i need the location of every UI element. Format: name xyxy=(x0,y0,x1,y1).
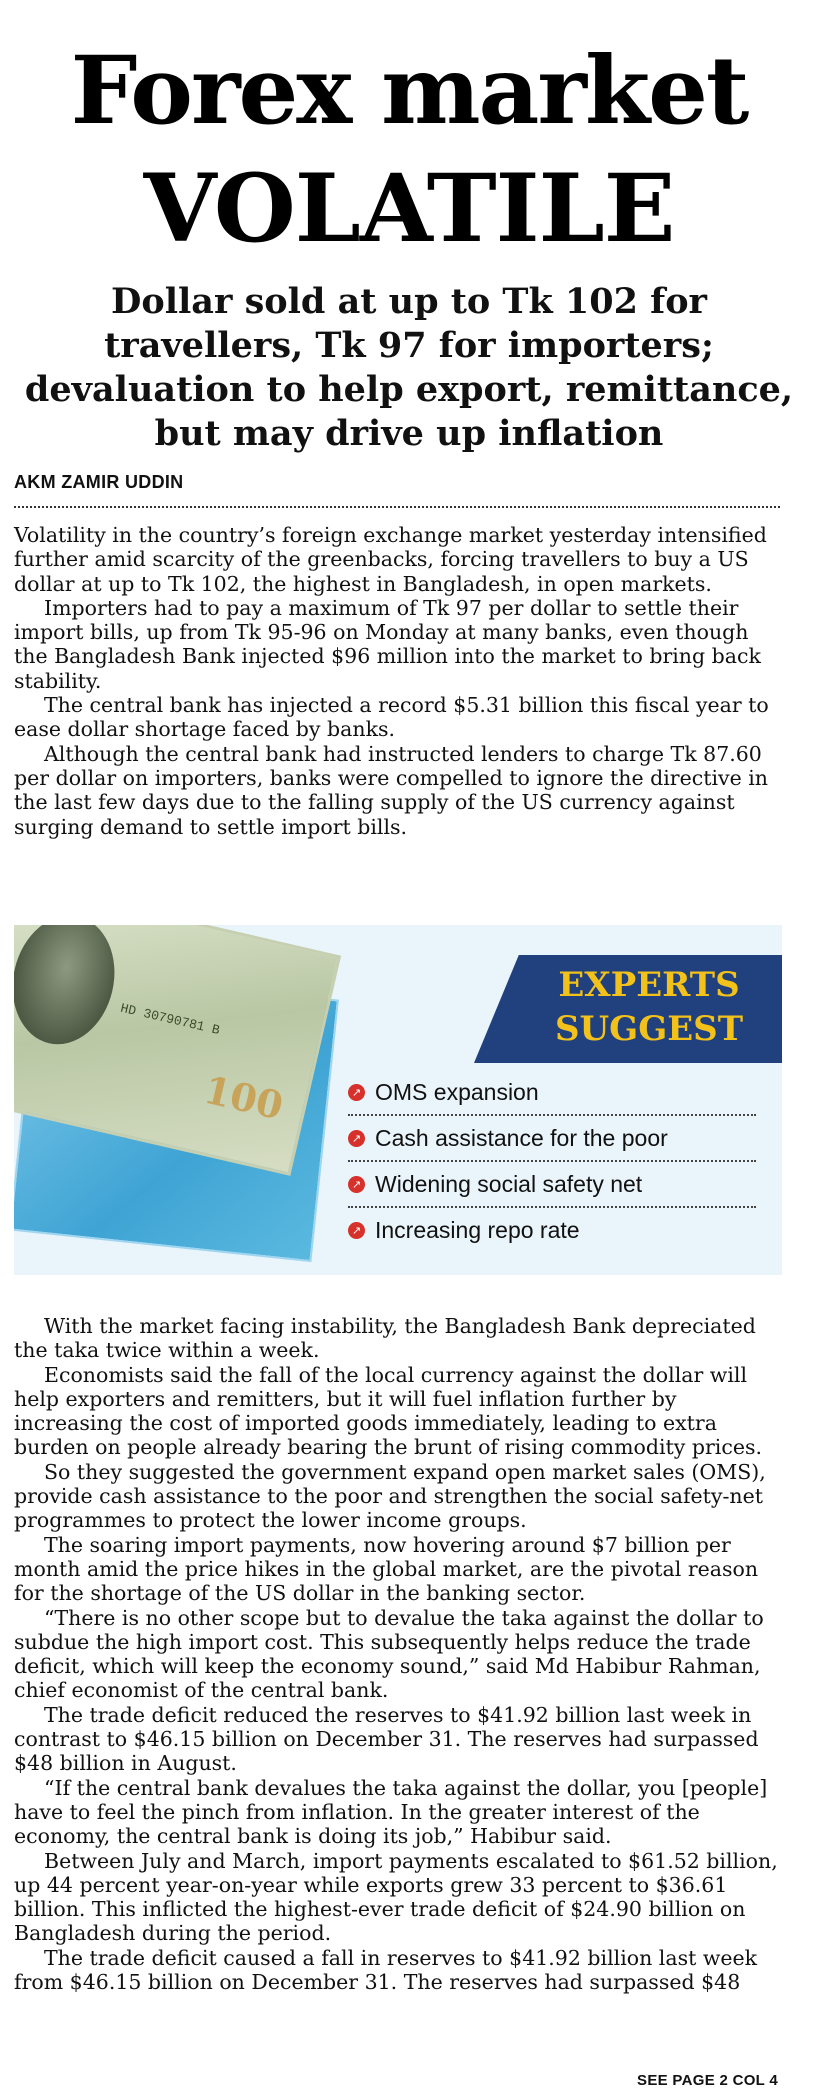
arrow-circle-icon: ↗ xyxy=(348,1222,365,1239)
headline-line-2: VOLATILE xyxy=(143,154,675,264)
arrow-circle-icon: ↗ xyxy=(348,1084,365,1101)
byline: AKM ZAMIR UDDIN xyxy=(14,472,184,492)
article-body-bottom xyxy=(14,1314,782,1994)
paragraph: With the market facing instability, the Bangladesh Bank depreciated the taka twice within a week. xyxy=(14,1314,756,1363)
paragraph: Economists said the fall of the local currency against the dollar will help exporters and remitters, but it will fuel inflation further by increasing the cost of imported goods immediately, leading to extra burden on people already bearing the brunt of rising commodity prices. xyxy=(14,1362,762,1460)
banknote-serial: HD 30790781 B xyxy=(119,1000,222,1039)
list-item: ↗ Widening social safety net xyxy=(348,1162,756,1208)
experts-title: EXPERTS SUGGEST xyxy=(554,965,744,1049)
paragraph: “If the central bank devalues the taka against the dollar, you [people] have to feel the pinch from inflation. In the greater interest of the economy, the central bank is doing its job,” Habibur said. xyxy=(14,1775,768,1849)
list-item: ↗ Cash assistance for the poor xyxy=(348,1116,756,1162)
paragraph: “There is no other scope but to devalue the taka against the dollar to subdue the high import cost. This subsequently helps reduce the trade deficit, which will keep the economy sound,” said Md Habibur Rahman, chief economist of the central bank. xyxy=(14,1605,764,1703)
banknote-denomination: 100 xyxy=(199,1066,288,1129)
paragraph: The trade deficit reduced the reserves to $41.92 billion last week in contrast to $46.15 billion on December 31. The reserves had surpassed $48 billion in August. xyxy=(14,1702,759,1776)
paragraph: The trade deficit caused a fall in reserves to $41.92 billion last week from $46.15 billion on December 31. The reserves had surpassed $48 xyxy=(14,1945,758,1995)
headline-line-1: Forex market xyxy=(70,36,748,146)
paragraph: Importers had to pay a maximum of Tk 97 per dollar to settle their import bills, up from Tk 95-96 on Monday at many banks, even though the Bangladesh Bank injected $96 million into the market to bring back stability. xyxy=(14,595,761,693)
list-item: ↗ Increasing repo rate xyxy=(348,1208,756,1252)
experts-list xyxy=(348,1070,756,1252)
paragraph: The soaring import payments, now hovering around $7 billion per month amid the price hikes in the global market, are the pivotal reason for the shortage of the US dollar in the banking sector. xyxy=(14,1532,759,1606)
continued-on-page-link[interactable]: SEE PAGE 2 COL 4 xyxy=(637,2072,778,2089)
article-body-top xyxy=(14,523,782,839)
arrow-circle-icon: ↗ xyxy=(348,1130,365,1147)
paragraph: Volatility in the country’s foreign exchange market yesterday intensified further amid scarcity of the greenbacks, forcing travellers to buy a US dollar at up to Tk 102, the highest in Bangladesh, in open markets. xyxy=(14,523,767,596)
paragraph: So they suggested the government expand open market sales (OMS), provide cash assistance to the poor and strengthen the social safety-net programmes to protect the lower income groups. xyxy=(14,1459,766,1533)
byline-divider xyxy=(14,506,780,508)
paragraph: Between July and March, import payments escalated to $61.52 billion, up 44 percent year-on-year while exports grew 33 percent to $36.61 billion. This inflicted the highest-ever trade deficit of $24.90 billion on Bangladesh during the period. xyxy=(14,1848,778,1946)
list-item: ↗ OMS expansion xyxy=(348,1070,756,1116)
arrow-circle-icon: ↗ xyxy=(348,1176,365,1193)
banknote-portrait xyxy=(14,925,127,1054)
subheadline: Dollar sold at up to Tk 102 for travellers, Tk 97 for importers; devaluation to help export, remittance, but may drive up inflation xyxy=(24,281,794,454)
paragraph: The central bank has injected a record $5.31 billion this fiscal year to ease dollar shortage faced by banks. xyxy=(14,693,769,742)
experts-suggest-box xyxy=(14,925,782,1275)
paragraph: Although the central bank had instructed lenders to charge Tk 87.60 per dollar on importers, banks were compelled to ignore the directive in the last few days due to the falling supply of the US currency against surging demand to settle import bills. xyxy=(14,741,768,839)
